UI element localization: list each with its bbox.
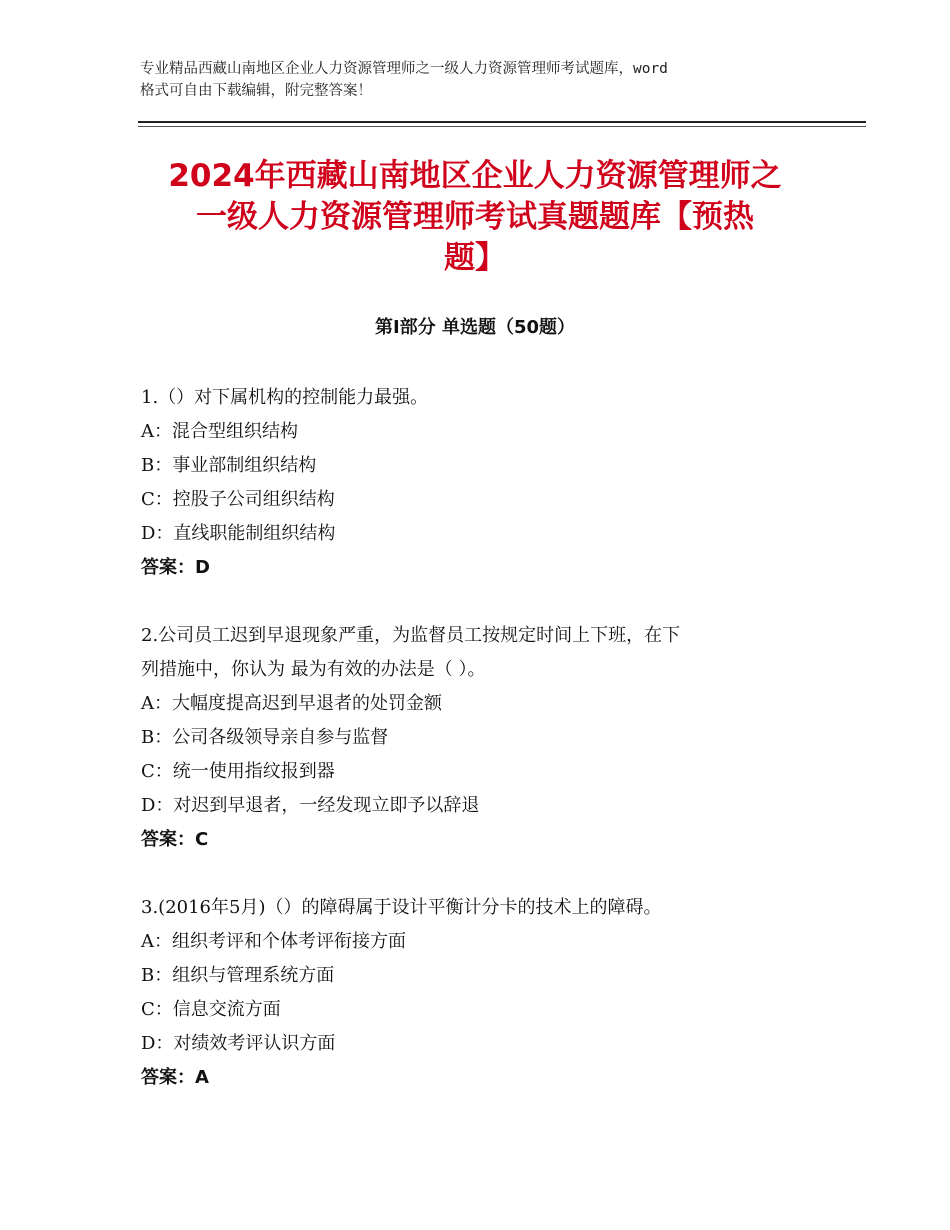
- answer: 答案：D: [141, 557, 210, 578]
- question-2: [141, 619, 821, 857]
- option-b: B：组织与管理系统方面: [141, 965, 335, 986]
- header-divider-thin: [138, 126, 866, 127]
- document-title: [130, 156, 820, 279]
- option-b: B：事业部制组织结构: [141, 455, 317, 476]
- header-note: [140, 58, 820, 102]
- question-1: [141, 381, 821, 585]
- option-d: D：直线职能制组织结构: [141, 523, 336, 544]
- question-stem-line-1: 2.公司员工迟到早退现象严重，为监督员工按规定时间上下班，在下: [141, 625, 681, 646]
- option-a: A：混合型组织结构: [141, 421, 298, 442]
- section-title: 第Ⅰ部分 单选题（50题）: [374, 317, 575, 338]
- option-c: C：统一使用指纹报到器: [141, 761, 335, 782]
- document-title-line-1: 2024年西藏山南地区企业人力资源管理师之: [168, 158, 782, 194]
- document-title-line-3: 题】: [444, 240, 506, 276]
- question-stem-line-2: 列措施中，你认为 最为有效的办法是（ ）。: [141, 659, 486, 680]
- question-stem: 3.(2016年5月)（）的障碍属于设计平衡计分卡的技术上的障碍。: [141, 897, 662, 918]
- question-3: [141, 891, 821, 1095]
- answer: 答案：C: [141, 829, 209, 850]
- option-c: C：控股子公司组织结构: [141, 489, 335, 510]
- question-stem: 1.（）对下属机构的控制能力最强。: [141, 387, 429, 408]
- header-note-line-2: 格式可自由下载编辑，附完整答案！: [140, 83, 372, 99]
- header-divider-thick: [138, 121, 866, 123]
- document-title-line-2: 一级人力资源管理师考试真题题库【预热: [196, 199, 754, 235]
- answer: 答案：A: [141, 1067, 209, 1088]
- option-a: A：组织考评和个体考评衔接方面: [141, 931, 406, 952]
- option-d: D：对迟到早退者，一经发现立即予以辞退: [141, 795, 480, 816]
- option-c: C：信息交流方面: [141, 999, 281, 1020]
- option-a: A：大幅度提高迟到早退者的处罚金额: [141, 693, 442, 714]
- header-note-line-1: 专业精品西藏山南地区企业人力资源管理师之一级人力资源管理师考试题库，word: [140, 61, 668, 77]
- option-b: B：公司各级领导亲自参与监督: [141, 727, 389, 748]
- option-d: D：对绩效考评认识方面: [141, 1033, 336, 1054]
